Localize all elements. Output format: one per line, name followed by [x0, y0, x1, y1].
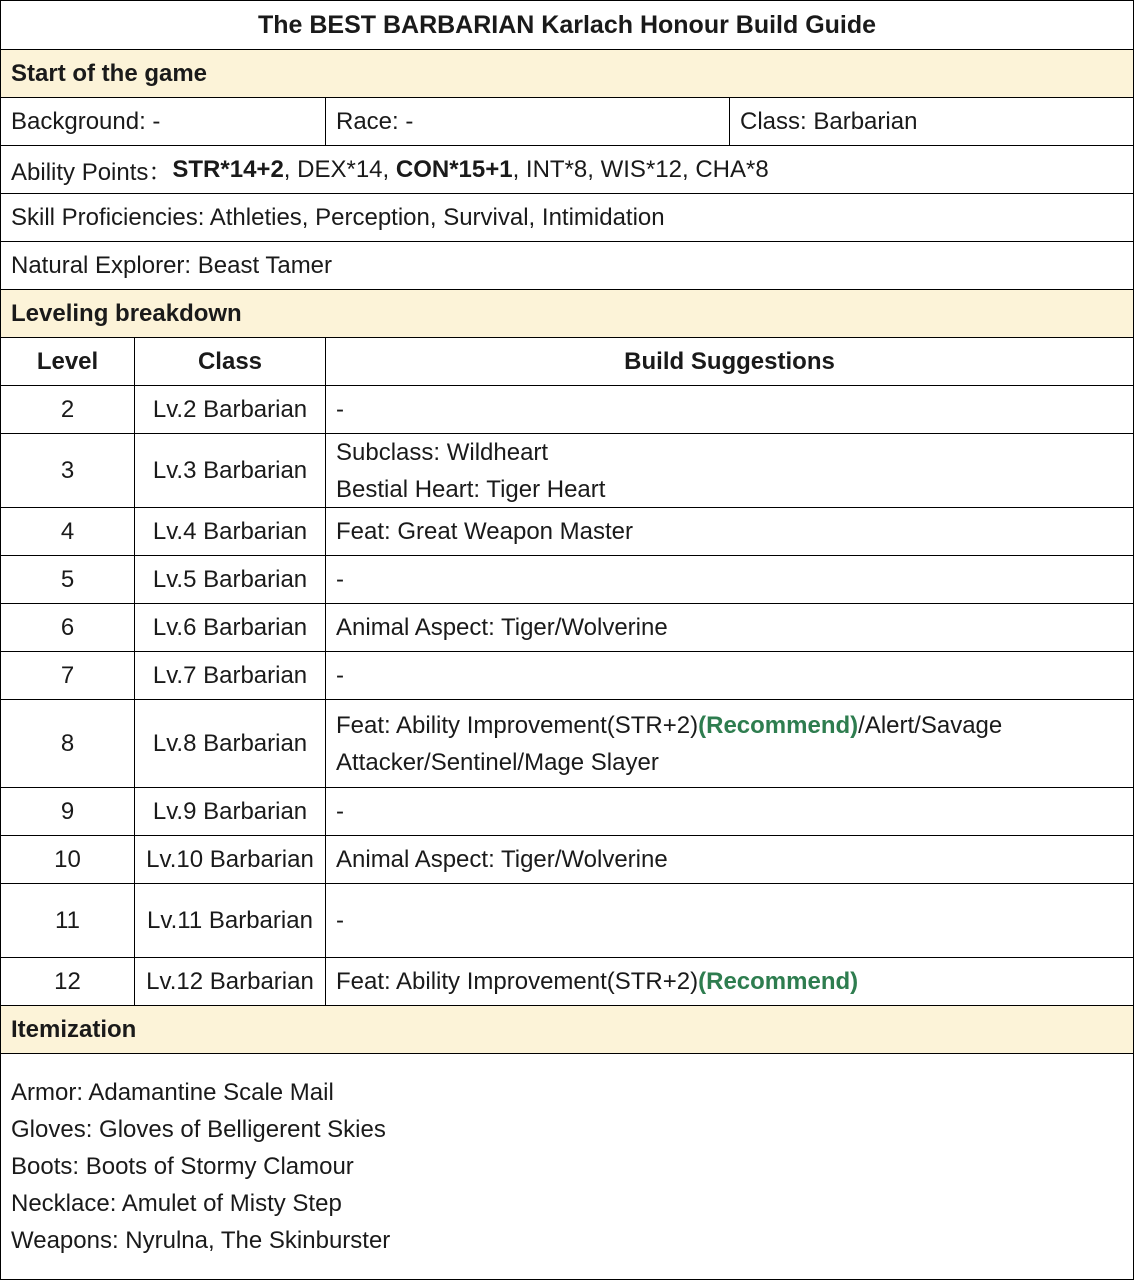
row-level: 6 [0, 603, 135, 652]
row-level: 2 [0, 385, 135, 434]
recommend-tag: (Recommend) [698, 967, 859, 995]
row-suggestion: Feat: Great Weapon Master [325, 507, 1134, 556]
natural-explorer-cell: Natural Explorer: Beast Tamer [0, 241, 1134, 290]
row-suggestion: - [325, 883, 1134, 958]
race-cell: Race: - [325, 97, 730, 146]
row-suggestion: - [325, 787, 1134, 836]
row-class: Lv.5 Barbarian [134, 555, 326, 604]
row-level: 12 [0, 957, 135, 1006]
row-level: 9 [0, 787, 135, 836]
header-class: Class [134, 337, 326, 386]
row-class: Lv.2 Barbarian [134, 385, 326, 434]
skill-proficiencies-cell: Skill Proficiencies: Athleties, Perception, Survival, Intimidation [0, 193, 1134, 242]
row-level: 7 [0, 651, 135, 700]
item-necklace: Necklace: Amulet of Misty Step [11, 1190, 342, 1217]
ability-dex: , DEX*14, [283, 155, 396, 183]
item-boots: Boots: Boots of Stormy Clamour [11, 1153, 354, 1180]
suggestion-line: Bestial Heart: Tiger Heart [336, 475, 606, 503]
row-class: Lv.4 Barbarian [134, 507, 326, 556]
ability-str: STR*14+2 [172, 155, 284, 183]
item-gloves: Gloves: Gloves of Belligerent Skies [11, 1116, 386, 1143]
row-suggestion: - [325, 385, 1134, 434]
row-class: Lv.6 Barbarian [134, 603, 326, 652]
class-cell: Class: Barbarian [729, 97, 1134, 146]
ability-rest: , INT*8, WIS*12, CHA*8 [512, 155, 769, 183]
row-level: 8 [0, 699, 135, 788]
item-weapons: Weapons: Nyrulna, The Skinburster [11, 1227, 391, 1254]
row-suggestion: - [325, 651, 1134, 700]
row-level: 10 [0, 835, 135, 884]
row-level: 4 [0, 507, 135, 556]
background-cell: Background: - [0, 97, 326, 146]
suggestion-text: Feat: Ability Improvement(STR+2) [336, 712, 699, 739]
row-class: Lv.9 Barbarian [134, 787, 326, 836]
row-level: 11 [0, 883, 135, 958]
row-suggestion: Animal Aspect: Tiger/Wolverine [325, 835, 1134, 884]
row-suggestion [325, 699, 1134, 788]
row-class: Lv.7 Barbarian [134, 651, 326, 700]
row-level: 3 [0, 433, 135, 508]
row-class: Lv.11 Barbarian [134, 883, 326, 958]
section-start-of-game: Start of the game [0, 49, 1134, 98]
row-class: Lv.10 Barbarian [134, 835, 326, 884]
item-armor: Armor: Adamantine Scale Mail [11, 1079, 334, 1106]
recommend-tag: (Recommend) [698, 712, 859, 739]
suggestion-text: /Alert/Savage Attacker/Sentinel/Mage Slayer [336, 712, 1003, 776]
ability-points-cell [0, 145, 1134, 194]
row-class: Lv.12 Barbarian [134, 957, 326, 1006]
guide-title: The BEST BARBARIAN Karlach Honour Build Guide [0, 0, 1134, 50]
row-suggestion [325, 957, 1134, 1006]
header-build-suggestions: Build Suggestions [325, 337, 1134, 386]
itemization-list [0, 1053, 1134, 1280]
row-suggestion [325, 433, 1134, 508]
section-leveling-breakdown: Leveling breakdown [0, 289, 1134, 338]
suggestion-line: Subclass: Wildheart [336, 438, 549, 466]
ability-prefix: Ability Points： [11, 159, 173, 186]
row-suggestion: Animal Aspect: Tiger/Wolverine [325, 603, 1134, 652]
row-suggestion: - [325, 555, 1134, 604]
section-itemization: Itemization [0, 1005, 1134, 1054]
row-class: Lv.3 Barbarian [134, 433, 326, 508]
row-level: 5 [0, 555, 135, 604]
row-class: Lv.8 Barbarian [134, 699, 326, 788]
ability-con: CON*15+1 [395, 155, 513, 183]
header-level: Level [0, 337, 135, 386]
suggestion-text: Feat: Ability Improvement(STR+2) [336, 967, 699, 995]
